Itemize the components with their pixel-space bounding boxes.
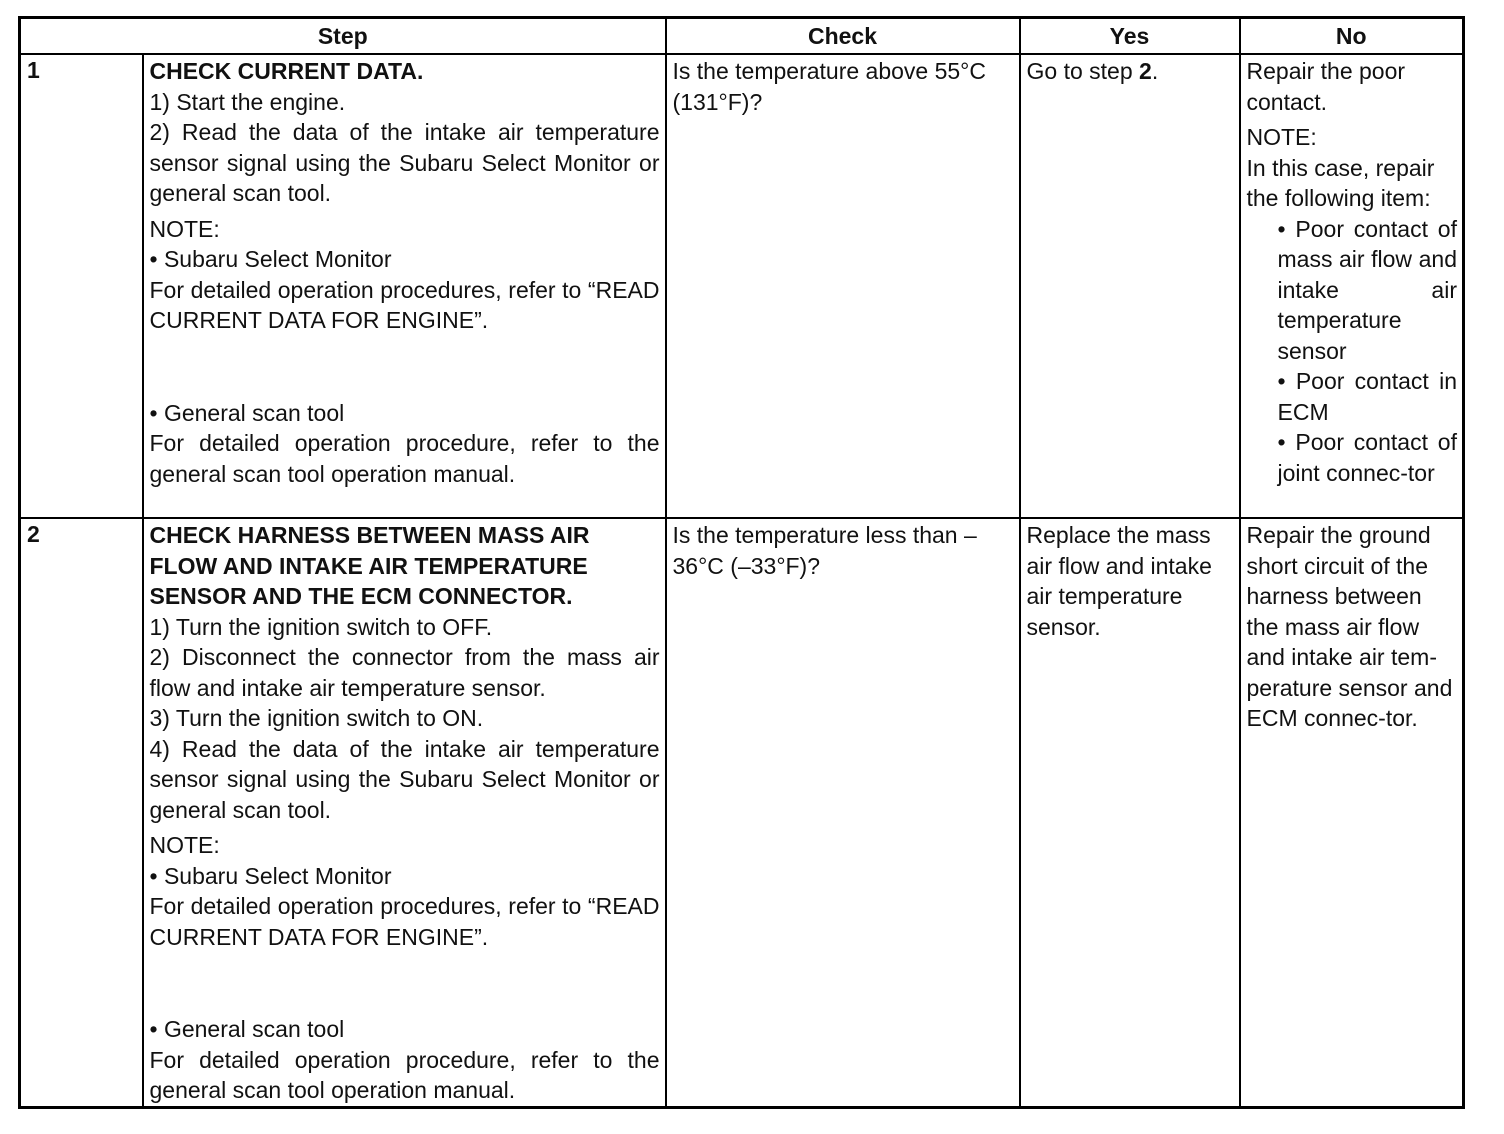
procedure-item: 1) Start the engine. [149, 88, 346, 115]
ssm-instruction: For detailed operation procedures, refer to “READ CURRENT DATA FOR ENGINE”. [149, 276, 660, 333]
yes-action: Replace the mass air flow and intake air temperature sensor. [1026, 522, 1212, 640]
header-step: Step [20, 18, 666, 55]
note-label: NOTE: [149, 215, 220, 242]
yes-cell [1020, 54, 1240, 518]
step-row-1 [20, 54, 1464, 518]
step-reference: 2 [1139, 58, 1152, 84]
procedure-item: 2) Disconnect the connector from the mass air flow and intake air temperature sensor. [149, 644, 660, 701]
note-text: In this case, repair the following item: [1246, 154, 1435, 211]
procedure-item: 1) Turn the ignition switch to OFF. [149, 613, 493, 640]
yes-action: Go to step 2. [1026, 58, 1159, 84]
yes-cell [1020, 518, 1240, 1107]
step-row-2 [20, 518, 1464, 1107]
check-cell [666, 54, 1020, 518]
step-procedure [143, 518, 666, 1107]
header-row [20, 18, 1464, 55]
check-question: Is the temperature above 55°C (131°F)? [672, 58, 986, 115]
bullet-scan-tool: • General scan tool [149, 399, 345, 426]
no-action: Repair the poor contact. [1246, 58, 1406, 115]
bullet-scan-tool: • General scan tool [149, 1016, 345, 1042]
check-question: Is the temperature less than –36°C (–33°F)? [672, 522, 977, 579]
repair-item: • Poor contact of mass air flow and intake air temperature sensor [1277, 215, 1457, 364]
procedure-item: 3) Turn the ignition switch to ON. [149, 705, 484, 731]
check-cell [666, 518, 1020, 1107]
procedure-item: 2) Read the data of the intake air temperature sensor signal using the Subaru Select Monitor or general scan tool. [149, 119, 660, 206]
no-cell [1240, 518, 1464, 1107]
repair-item: • Poor contact of joint connec-tor [1277, 429, 1457, 486]
procedure-item: 4) Read the data of the intake air temperature sensor signal using the Subaru Select Monitor or general scan tool. [149, 735, 660, 823]
header-yes: Yes [1020, 18, 1240, 55]
repair-item: • Poor contact in ECM [1277, 368, 1457, 425]
scan-tool-instruction: For detailed operation procedure, refer to the general scan tool operation manual. [149, 1046, 660, 1103]
bullet-ssm: • Subaru Select Monitor [149, 862, 392, 889]
step-number: 2 [20, 518, 143, 1107]
no-action: Repair the ground short circuit of the harness between the mass air flow and intake air tem-perature sensor and ECM connec-tor. [1246, 522, 1453, 731]
ssm-instruction: For detailed operation procedures, refer to “READ CURRENT DATA FOR ENGINE”. [149, 893, 660, 950]
step-title: CHECK CURRENT DATA. [149, 58, 424, 84]
scan-tool-instruction: For detailed operation procedure, refer to the general scan tool operation manual. [149, 430, 660, 487]
bullet-ssm: • Subaru Select Monitor [149, 246, 392, 272]
no-cell [1240, 54, 1464, 518]
note-label: NOTE: [1246, 124, 1317, 150]
step-title: CHECK HARNESS BETWEEN MASS AIR FLOW AND INTAKE AIR TEMPERATURE SENSOR AND THE ECM CONNECTOR. [149, 522, 590, 609]
step-number: 1 [20, 54, 143, 518]
note-label: NOTE: [149, 832, 220, 858]
header-no: No [1240, 18, 1464, 55]
header-check: Check [666, 18, 1020, 55]
step-procedure [143, 54, 666, 518]
diagnostic-steps-table [18, 16, 1465, 1109]
